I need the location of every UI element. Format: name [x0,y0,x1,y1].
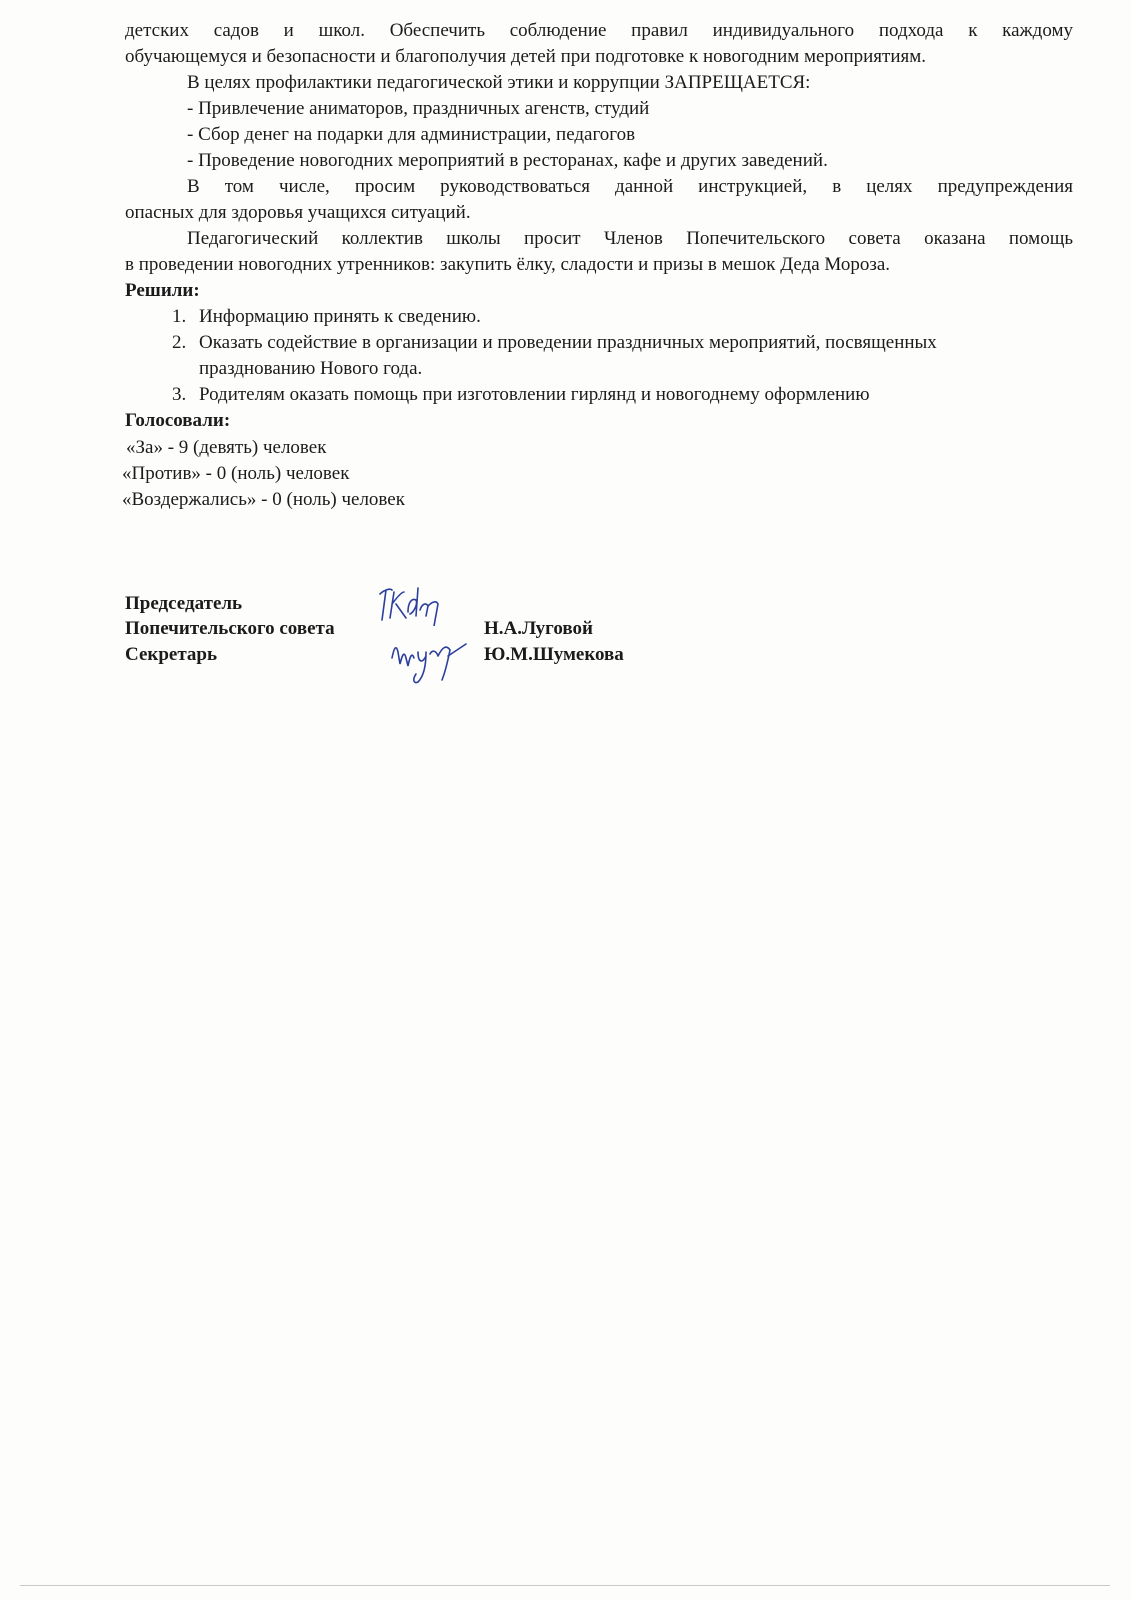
paragraph-line: опасных для здоровья учащихся ситуаций. [125,202,471,223]
paragraph-line: в проведении новогодних утренников: закупить ёлку, сладости и призы в мешок Деда Мороза. [125,254,891,275]
list-item: 1. Информацию принять к сведению. [191,304,1073,330]
list-item: - Привлечение аниматоров, праздничных агенств, студий [187,98,650,119]
chair-title-line-1: Председатель [125,593,243,614]
decisions-list [125,304,1073,408]
vote-against: «Против» - 0 (ноль) человек [122,463,350,484]
secretary-signature-icon [386,630,478,688]
votes-heading: Голосовали: [125,410,231,431]
ban-list [125,96,1073,174]
votes-block [122,435,405,513]
paragraph-line: Педагогический коллектив школы просит Членов Попечительского совета оказана помощь [187,228,1073,249]
vote-abstained: «Воздержались» - 0 (ноль) человек [122,489,405,510]
paragraph-line: обучающемуся и безопасности и благополучия детей при подготовке к новогодним мероприятиям. [125,46,927,67]
list-item: - Сбор денег на подарки для администрации, педагогов [187,124,636,145]
chair-name: Н.А.Луговой [484,618,593,639]
paragraph-line: детских садов и школ. Обеспечить соблюдение правил индивидуального подхода к каждому [125,20,1073,41]
paragraph-line: В том числе, просим руководствоваться данной инструкцией, в целях предупреждения [187,176,1073,197]
secretary-name: Ю.М.Шумекова [484,644,624,665]
chair-title-line-2: Попечительского совета [125,618,335,639]
list-item: 3. Родителям оказать помощь при изготовлении гирлянд и новогоднему оформлению [191,382,1073,408]
page-bottom-divider [20,1585,1110,1586]
protocol-body [125,18,1073,434]
paragraph-ban-intro: В целях профилактики педагогической этики и коррупции ЗАПРЕЩАЕТСЯ: [187,72,811,93]
list-item: - Проведение новогодних мероприятий в ресторанах, кафе и других заведений. [187,150,828,171]
list-item: 2. Оказать содействие в организации и проведении праздничных мероприятий, посвященных празднованию Нового года. [191,330,939,382]
decisions-heading: Решили: [125,280,200,301]
chair-signature-icon [372,582,452,626]
secretary-title: Секретарь [125,644,218,665]
vote-for: «За» - 9 (девять) человек [126,437,327,458]
